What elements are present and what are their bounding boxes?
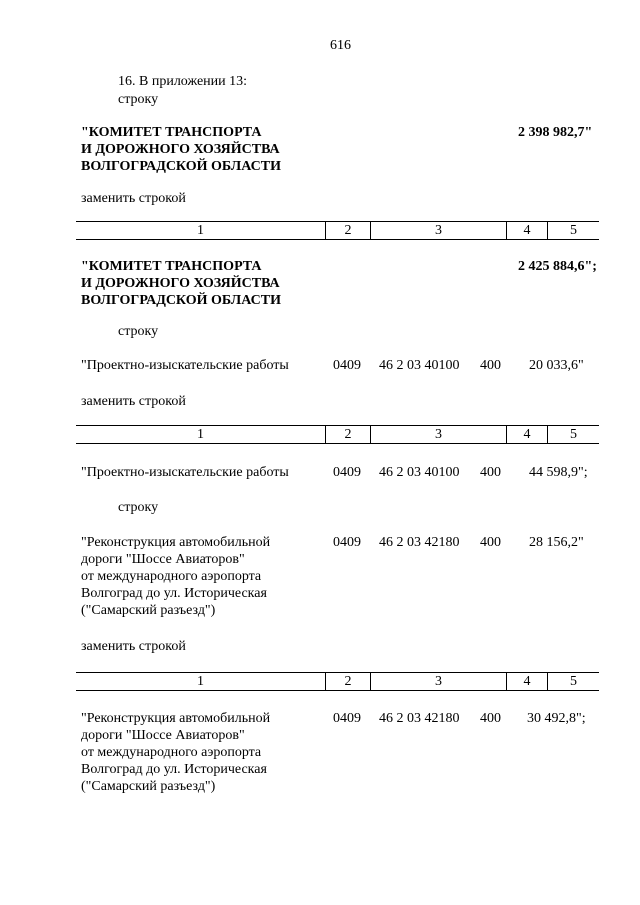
stroku-label: строку	[118, 500, 159, 515]
item-heading: 16. В приложении 13:	[118, 74, 248, 89]
column-header-4: 4	[523, 674, 531, 689]
new-survey-target: 46 2 03 40100	[379, 465, 460, 480]
column-header-2: 2	[344, 427, 352, 442]
old-committee-amount: 2 398 982,7"	[518, 125, 593, 140]
old-reconstruction-amount: 28 156,2"	[529, 535, 584, 550]
column-header-1: 1	[197, 674, 204, 689]
old-survey-type: 400	[480, 358, 501, 373]
new-committee-amount: 2 425 884,6";	[518, 259, 597, 274]
column-header-3: 3	[435, 427, 442, 442]
new-survey-section: 0409	[333, 465, 361, 480]
new-reconstruction-section: 0409	[333, 711, 361, 726]
old-survey-target: 46 2 03 40100	[379, 358, 460, 373]
new-reconstruction-target: 46 2 03 42180	[379, 711, 460, 726]
page-number: 616	[330, 38, 351, 53]
replace-label: заменить строкой	[81, 394, 186, 409]
new-reconstruction-amount: 30 492,8";	[527, 711, 586, 726]
column-header-1: 1	[197, 223, 204, 238]
column-header-row	[76, 425, 599, 443]
replace-label: заменить строкой	[81, 639, 186, 654]
column-header-5: 5	[570, 223, 577, 238]
old-reconstruction-target: 46 2 03 42180	[379, 535, 460, 550]
new-survey-type: 400	[480, 465, 501, 480]
column-header-3: 3	[435, 223, 442, 238]
old-reconstruction-section: 0409	[333, 535, 361, 550]
old-survey-section: 0409	[333, 358, 361, 373]
column-header-2: 2	[344, 223, 352, 238]
old-reconstruction-type: 400	[480, 535, 501, 550]
stroku-label: строку	[118, 92, 159, 107]
new-survey-name: "Проектно-изыскательские работы	[81, 465, 289, 480]
column-header-2: 2	[344, 674, 352, 689]
column-header-4: 4	[523, 223, 531, 238]
new-reconstruction-type: 400	[480, 711, 501, 726]
column-header-1: 1	[197, 427, 204, 442]
old-survey-amount: 20 033,6"	[529, 358, 584, 373]
new-survey-amount: 44 598,9";	[529, 465, 588, 480]
new-committee-name: "КОМИТЕТ ТРАНСПОРТА И ДОРОЖНОГО ХОЗЯЙСТВА ВОЛГОГРАДСКОЙ ОБЛАСТИ	[81, 259, 281, 308]
old-committee-name: "КОМИТЕТ ТРАНСПОРТА И ДОРОЖНОГО ХОЗЯЙСТВА ВОЛГОГРАДСКОЙ ОБЛАСТИ	[81, 125, 281, 174]
column-header-row	[76, 672, 599, 690]
replace-label: заменить строкой	[81, 191, 186, 206]
column-header-5: 5	[570, 427, 577, 442]
stroku-label: строку	[118, 324, 159, 339]
new-reconstruction-name: "Реконструкция автомобильной дороги "Шоссе Авиаторов" от международного аэропорта Волгоград до ул. Историческая ("Самарский разъезд")	[81, 711, 271, 794]
column-header-4: 4	[523, 427, 531, 442]
old-survey-name: "Проектно-изыскательские работы	[81, 358, 289, 373]
column-header-row	[76, 221, 599, 239]
column-header-3: 3	[435, 674, 442, 689]
old-reconstruction-name: "Реконструкция автомобильной дороги "Шоссе Авиаторов" от международного аэропорта Волгоград до ул. Историческая ("Самарский разъезд")	[81, 535, 271, 618]
column-header-5: 5	[570, 674, 577, 689]
